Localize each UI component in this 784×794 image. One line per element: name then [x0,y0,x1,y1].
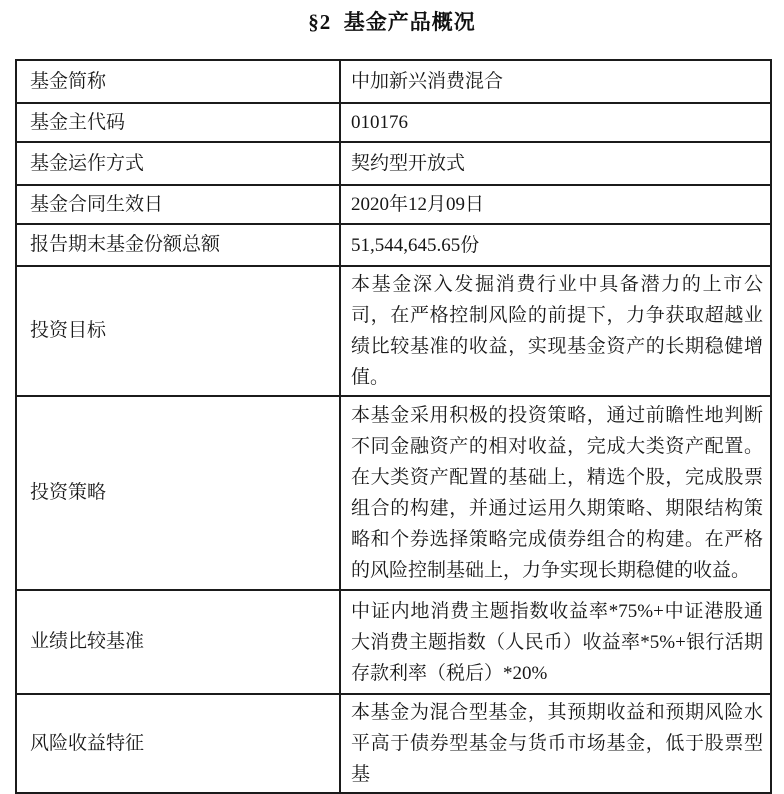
row-value: 本基金采用积极的投资策略，通过前瞻性地判断不同金融资产的相对收益，完成大类资产配置。在大类资产配置的基础上，精选个股，完成股票组合的构建，并通过运用久期策略、期限结构策略和个券选择策略完成债券组合的构建。在严格的风险控制基础上，力争实现长期稳健的收益。 [340,396,771,590]
row-label: 基金运作方式 [16,142,340,185]
table-row [16,224,771,266]
table-row [16,266,771,396]
table-row [16,694,771,793]
fund-overview-table [15,59,772,794]
row-value: 本基金深入发掘消费行业中具备潜力的上市公司，在严格控制风险的前提下，力争获取超越业绩比较基准的收益，实现基金资产的长期稳健增值。 [340,266,771,396]
table-row [16,60,771,103]
row-label: 基金合同生效日 [16,185,340,224]
section-title: §2 基金产品概况 [308,10,476,34]
row-label: 报告期末基金份额总额 [16,224,340,266]
row-label: 业绩比较基准 [16,590,340,694]
row-value: 中加新兴消费混合 [340,60,771,103]
row-value: 010176 [340,103,771,142]
table-row [16,590,771,694]
row-label: 投资目标 [16,266,340,396]
row-label: 投资策略 [16,396,340,590]
row-value: 契约型开放式 [340,142,771,185]
table-row [16,142,771,185]
table-row [16,103,771,142]
fund-table-body [16,60,771,793]
table-row [16,185,771,224]
row-value: 51,544,645.65份 [340,224,771,266]
row-label: 基金简称 [16,60,340,103]
row-value: 本基金为混合型基金，其预期收益和预期风险水平高于债券型基金与货币市场基金，低于股票型基 [340,694,771,793]
table-row [16,396,771,590]
row-label: 风险收益特征 [16,694,340,793]
row-value: 2020年12月09日 [340,185,771,224]
row-value: 中证内地消费主题指数收益率*75%+中证港股通大消费主题指数（人民币）收益率*5%+银行活期存款利率（税后）*20% [340,590,771,694]
row-label: 基金主代码 [16,103,340,142]
